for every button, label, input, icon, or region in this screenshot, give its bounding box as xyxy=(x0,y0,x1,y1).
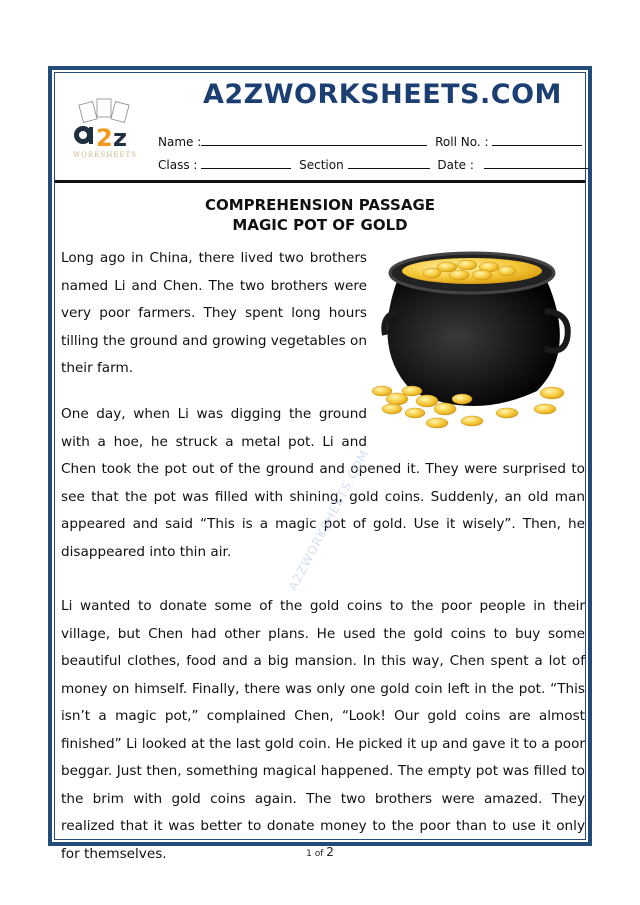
paragraph-1: Long ago in China, there lived two brothers named Li and Chen. The two brothers were very poor farmers. They spent long hours tilling the ground and growing vegetables on their farm. xyxy=(61,250,367,376)
page-number xyxy=(0,845,640,859)
section-label: Section xyxy=(299,158,344,172)
paragraph-2-text: One day, when Li was digging the ground with a hoe, he struck a metal pot. Li and Chen took the pot out of the ground and opened it. They were surprised to see that the pot was filled with shining, gold coins. Suddenly, an old man appeared and said “This is a magic pot of gold. Use it wisely”. Then, he disappeared into thin air. xyxy=(61,406,585,560)
roll-no-label: Roll No. : xyxy=(435,135,489,149)
class-field[interactable] xyxy=(201,156,291,169)
page-total: 2 xyxy=(326,845,334,859)
passage-title: MAGIC POT OF GOLD xyxy=(232,216,408,234)
name-label: Name : xyxy=(158,135,202,149)
passage-body xyxy=(61,245,585,395)
svg-text:WORKSHEETS: WORKSHEETS xyxy=(72,151,138,159)
site-title: A2ZWORKSHEETS.COM xyxy=(203,79,562,110)
paragraph-3: Li wanted to donate some of the gold coins to the poor people in their village, but Chen had other plans. He used the gold coins to buy some beautiful clothes, food and a big mansion. In this way, Chen spent a lot of money on himself. Finally, there was only one gold coin left in the pot. “This isn’t a magic pot,” complained Chen, “Look! Our gold coins are almost finished” Li looked at the last gold coin. He picked it up and gave it to a poor beggar. Just then, something magical happened. The empty pot was filled to the brim with gold coins again. The two brothers were amazed. They realized that it was better to donate money to the poor than to use it only for themselves. xyxy=(61,598,585,862)
name-roll-row xyxy=(158,133,582,149)
page-current: 1 xyxy=(306,849,312,859)
a2z-worksheets-logo-icon xyxy=(63,97,147,165)
date-field[interactable] xyxy=(484,156,588,169)
roll-no-field[interactable] xyxy=(492,133,582,146)
section-field[interactable] xyxy=(348,156,430,169)
svg-text:z: z xyxy=(113,124,127,152)
passage-body-3 xyxy=(61,593,585,868)
worksheet-inner-border xyxy=(54,72,586,862)
watermark: A2ZWORKSHEETS.COM xyxy=(285,447,372,593)
svg-text:2: 2 xyxy=(96,124,113,152)
worksheet-header xyxy=(55,73,585,183)
passage-heading: COMPREHENSION PASSAGE xyxy=(204,196,436,214)
name-field[interactable] xyxy=(201,133,427,146)
class-section-date-row xyxy=(158,156,588,172)
date-label: Date : xyxy=(437,158,474,172)
page-of: of xyxy=(314,849,324,859)
worksheet-content xyxy=(55,183,585,862)
worksheet-border xyxy=(48,66,592,862)
class-label: Class : xyxy=(158,158,198,172)
